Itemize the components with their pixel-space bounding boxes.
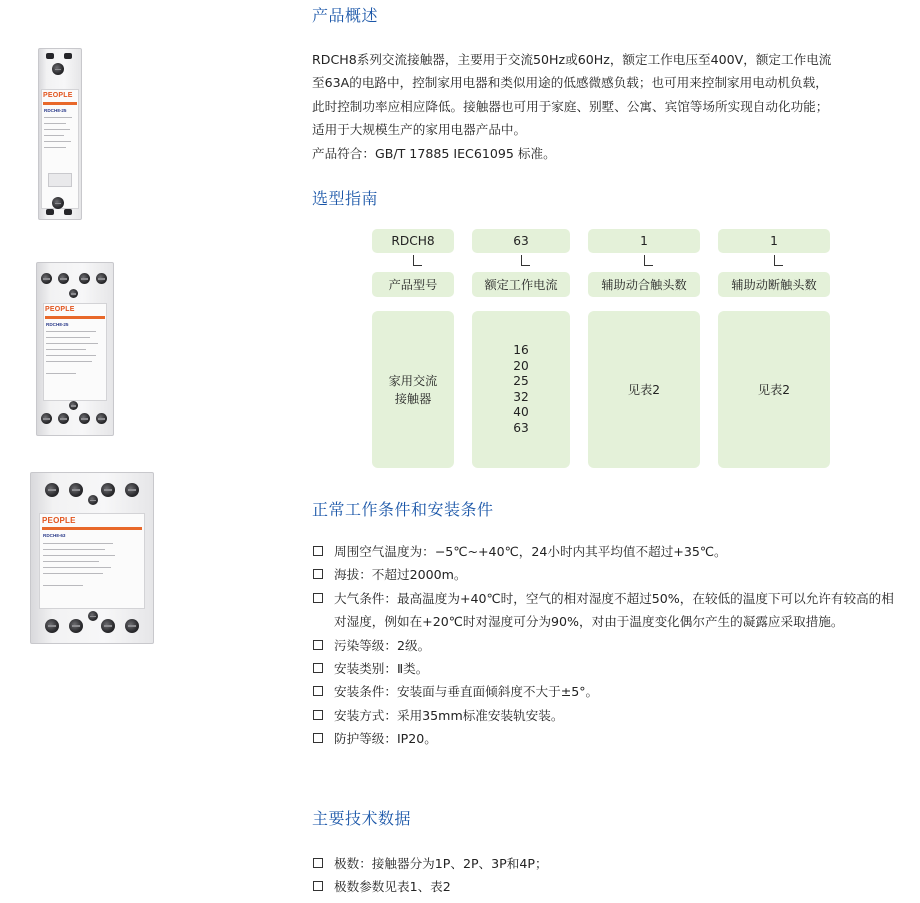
list-item: 周围空气温度为：−5℃~+40℃，24小时内其平均值不超过+35℃。 (312, 540, 912, 563)
list-item: 极数参数见表1、表2 (312, 875, 912, 898)
checkbox (313, 710, 323, 720)
overview-line: 至63A的电路中，控制家用电器和类似用途的低感微感负载；也可用来控制家用电动机负载， (312, 75, 828, 91)
list-item: 大气条件：最高温度为+40℃时，空气的相对湿度不超过50%，在较低的温度下可以允许有较高的相对湿度，例如在+20℃时对湿度可分为90%，对由于温度变化偶尔产生的凝露应采取措施。 (312, 587, 906, 634)
list-item: 污染等级：2级。 (312, 634, 912, 657)
checkbox (313, 569, 323, 579)
code-box-current: 63 (472, 229, 570, 253)
checkbox (313, 640, 323, 650)
checkbox (313, 593, 323, 603)
checkbox (313, 663, 323, 673)
label-box-aux-no: 辅助动合触头数 (588, 272, 700, 297)
detail-box-model: 家用交流 接触器 (372, 311, 454, 468)
overview-line: RDCH8系列交流接触器，主要用于交流50Hz或60Hz，额定工作电压至400V，额定工作电流 (312, 52, 832, 67)
detail-box-current: 16 20 25 32 40 63 (472, 311, 570, 468)
brand-logo: PEOPLE (42, 516, 76, 525)
product-image-2p: PEOPLE RDCH8-25 (36, 262, 114, 436)
conditions-heading: 正常工作条件和安装条件 (312, 500, 494, 519)
checkbox (313, 733, 323, 743)
code-box-aux-no: 1 (588, 229, 700, 253)
product-image-1p: PEOPLE RDCH8-25 (38, 48, 82, 220)
overview-line: 此时控制功率应相应降低。接触器也可用于家庭、别墅、公寓、宾馆等场所实现自动化功能； (312, 98, 829, 114)
guide-heading: 选型指南 (312, 189, 379, 208)
list-item: 海拔：不超过2000m。 (312, 563, 912, 586)
detail-box-aux-no: 见表2 (588, 311, 700, 468)
checkbox (313, 858, 323, 868)
tech-heading: 主要技术数据 (312, 809, 412, 828)
list-item: 安装类别：Ⅱ类。 (312, 657, 912, 680)
code-box-aux-nc: 1 (718, 229, 830, 253)
standards-line: 产品符合：GB/T 17885 IEC61095 标准。 (312, 145, 556, 161)
brand-logo: PEOPLE (45, 306, 75, 313)
list-item: 防护等级：IP20。 (312, 727, 912, 750)
label-box-model: 产品型号 (372, 272, 454, 297)
list-item: 安装方式：采用35mm标准安装轨安装。 (312, 704, 912, 727)
checkbox (313, 881, 323, 891)
overview-line: 适用于大规模生产的家用电器产品中。 (312, 122, 527, 138)
overview-paragraph (312, 48, 912, 165)
overview-heading: 产品概述 (312, 6, 379, 25)
product-image-4p: PEOPLE RDCH8-63 (30, 472, 154, 644)
label-box-current: 额定工作电流 (472, 272, 570, 297)
list-item: 安装条件：安装面与垂直面倾斜度不大于±5°。 (312, 680, 912, 703)
brand-logo: PEOPLE (43, 92, 73, 99)
checkbox (313, 546, 323, 556)
terminal-screw (52, 63, 64, 75)
label-plate (41, 89, 79, 209)
code-box-model: RDCH8 (372, 229, 454, 253)
list-item: 极数：接触器分为1P、2P、3P和4P； (312, 852, 912, 875)
checkbox (313, 686, 323, 696)
tech-list (312, 852, 912, 899)
detail-box-aux-nc: 见表2 (718, 311, 830, 468)
label-box-aux-nc: 辅助动断触头数 (718, 272, 830, 297)
conditions-list (312, 540, 912, 751)
